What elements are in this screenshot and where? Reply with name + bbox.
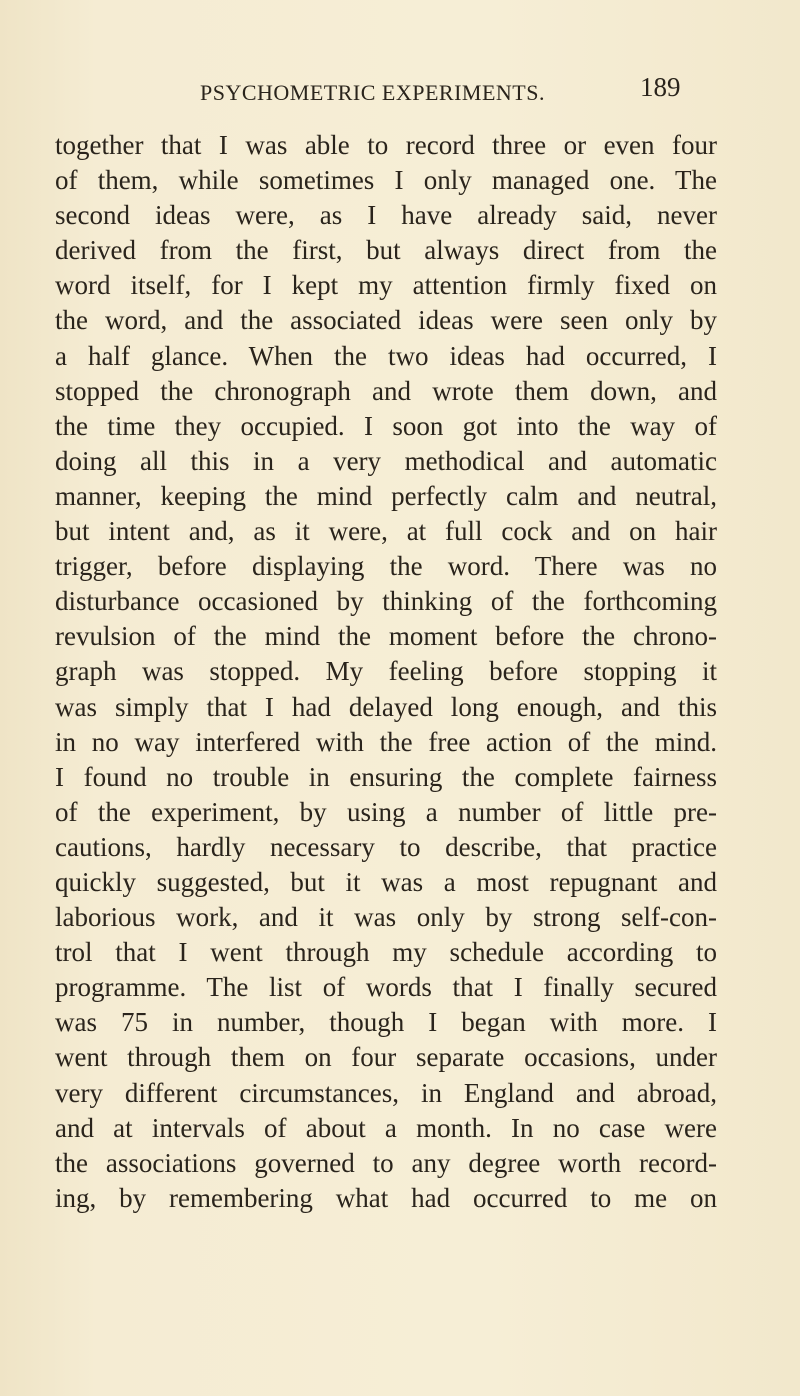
text-line: went through them on four separate occasions, under	[55, 1042, 717, 1073]
text-line: second ideas were, as I have already said, never	[55, 200, 717, 231]
running-head: PSYCHOMETRIC EXPERIMENTS.	[200, 80, 545, 105]
text-line: of the experiment, by using a number of little pre-	[55, 796, 717, 827]
text-line: disturbance occasioned by thinking of the forthcoming	[55, 586, 717, 617]
text-line: cautions, hardly necessary to describe, that practice	[55, 831, 717, 862]
text-line: doing all this in a very methodical and automatic	[55, 445, 717, 476]
text-line: quickly suggested, but it was a most repugnant and	[55, 866, 717, 897]
text-line: I found no trouble in ensuring the complete fairness	[55, 761, 717, 792]
text-line: the associations governed to any degree worth record-	[55, 1147, 717, 1178]
text-line: of them, while sometimes I only managed one. The	[55, 165, 717, 196]
text-line: derived from the first, but always direct from the	[55, 235, 717, 266]
text-line: word itself, for I kept my attention firmly fixed on	[55, 270, 717, 301]
text-line: a half glance. When the two ideas had occurred, I	[55, 340, 717, 371]
text-line: stopped the chronograph and wrote them down, and	[55, 375, 717, 406]
text-line: in no way interfered with the free action of the mind.	[55, 726, 717, 757]
text-line: trol that I went through my schedule according to	[55, 937, 717, 968]
body-text	[55, 128, 717, 1216]
text-line: laborious work, and it was only by strong self-con-	[55, 902, 717, 933]
text-line: programme. The list of words that I finally secured	[55, 972, 717, 1003]
text-line: was simply that I had delayed long enough, and this	[55, 691, 717, 722]
text-line: together that I was able to record three or even four	[55, 130, 717, 160]
text-line: trigger, before displaying the word. There was no	[55, 551, 717, 582]
text-line: graph was stopped. My feeling before stopping it	[55, 656, 717, 687]
text-line: ing, by remembering what had occurred to me on	[55, 1182, 717, 1213]
text-line: revulsion of the mind the moment before the chrono-	[55, 621, 717, 652]
text-line: but intent and, as it were, at full cock and on hair	[55, 516, 717, 547]
text-line: was 75 in number, though I began with more. I	[55, 1007, 717, 1038]
page-number: 189	[640, 72, 681, 102]
text-line: and at intervals of about a month. In no case were	[55, 1112, 717, 1143]
text-line: manner, keeping the mind perfectly calm and neutral,	[55, 480, 717, 511]
text-line: the time they occupied. I soon got into the way of	[55, 410, 717, 441]
text-line: very different circumstances, in England and abroad,	[55, 1077, 717, 1108]
text-line: the word, and the associated ideas were seen only by	[55, 305, 717, 336]
